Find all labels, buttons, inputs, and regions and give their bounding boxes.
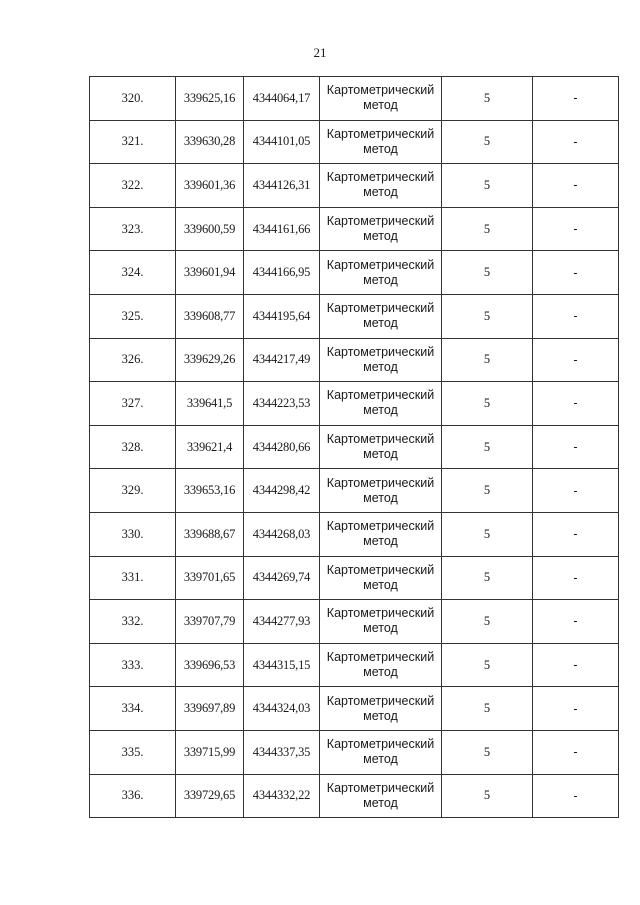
accuracy-cell: 5 [442,643,533,687]
y-coordinate-cell: 4344268,03 [244,512,320,556]
table-row [90,512,619,556]
y-coordinate-cell: 4344161,66 [244,207,320,251]
x-coordinate-cell: 339608,77 [176,294,244,338]
accuracy-cell: 5 [442,469,533,513]
y-coordinate-cell: 4344064,17 [244,77,320,121]
method-cell [320,556,442,600]
y-coordinate-cell: 4344277,93 [244,600,320,644]
y-coordinate-cell: 4344315,15 [244,643,320,687]
method-line-1: Картометрический [326,257,435,272]
method-cell [320,382,442,426]
table-row [90,687,619,731]
accuracy-cell: 5 [442,207,533,251]
y-coordinate-cell: 4344217,49 [244,338,320,382]
note-cell: - [533,207,619,251]
method-line-2: метод [363,359,398,374]
note-cell: - [533,77,619,121]
y-coordinate-cell: 4344298,42 [244,469,320,513]
accuracy-cell: 5 [442,687,533,731]
method-line-2: метод [363,185,398,200]
method-line-2: метод [363,534,398,549]
table-row [90,338,619,382]
x-coordinate-cell: 339630,28 [176,120,244,164]
method-line-1: Картометрический [326,432,435,447]
method-line-1: Картометрический [326,475,435,490]
note-cell: - [533,600,619,644]
method-line-2: метод [363,795,398,810]
method-line-1: Картометрический [326,737,435,752]
point-number-cell: 329. [90,469,176,513]
point-number-cell: 322. [90,164,176,208]
note-cell: - [533,382,619,426]
point-number-cell: 332. [90,600,176,644]
method-cell [320,643,442,687]
accuracy-cell: 5 [442,338,533,382]
x-coordinate-cell: 339688,67 [176,512,244,556]
x-coordinate-cell: 339701,65 [176,556,244,600]
y-coordinate-cell: 4344332,22 [244,774,320,818]
method-cell [320,512,442,556]
method-line-1: Картометрический [326,780,435,795]
point-number-cell: 335. [90,730,176,774]
method-line-1: Картометрический [326,83,435,98]
y-coordinate-cell: 4344223,53 [244,382,320,426]
accuracy-cell: 5 [442,120,533,164]
note-cell: - [533,164,619,208]
method-line-1: Картометрический [326,562,435,577]
point-number-cell: 336. [90,774,176,818]
point-number-cell: 334. [90,687,176,731]
accuracy-cell: 5 [442,730,533,774]
method-cell [320,77,442,121]
accuracy-cell: 5 [442,164,533,208]
x-coordinate-cell: 339707,79 [176,600,244,644]
method-line-1: Картометрический [326,693,435,708]
method-cell [320,774,442,818]
table-row [90,294,619,338]
table-row [90,600,619,644]
method-cell [320,164,442,208]
method-cell [320,338,442,382]
y-coordinate-cell: 4344101,05 [244,120,320,164]
method-cell [320,730,442,774]
point-number-cell: 326. [90,338,176,382]
point-number-cell: 328. [90,425,176,469]
table-row [90,643,619,687]
note-cell: - [533,774,619,818]
x-coordinate-cell: 339600,59 [176,207,244,251]
method-line-2: метод [363,98,398,113]
page-number: 21 [313,45,327,60]
method-cell [320,207,442,251]
accuracy-cell: 5 [442,77,533,121]
x-coordinate-cell: 339601,36 [176,164,244,208]
point-number-cell: 333. [90,643,176,687]
method-line-2: метод [363,665,398,680]
method-cell [320,120,442,164]
point-number-cell: 323. [90,207,176,251]
method-line-1: Картометрический [326,170,435,185]
y-coordinate-cell: 4344126,31 [244,164,320,208]
table-row [90,556,619,600]
note-cell: - [533,469,619,513]
method-line-1: Картометрический [326,650,435,665]
method-line-2: метод [363,621,398,636]
table-row [90,77,619,121]
y-coordinate-cell: 4344324,03 [244,687,320,731]
table-row [90,207,619,251]
y-coordinate-cell: 4344280,66 [244,425,320,469]
method-line-2: метод [363,752,398,767]
accuracy-cell: 5 [442,512,533,556]
note-cell: - [533,251,619,295]
method-cell [320,469,442,513]
note-cell: - [533,556,619,600]
x-coordinate-cell: 339729,65 [176,774,244,818]
point-number-cell: 320. [90,77,176,121]
method-line-2: метод [363,316,398,331]
accuracy-cell: 5 [442,556,533,600]
method-line-1: Картометрический [326,388,435,403]
x-coordinate-cell: 339696,53 [176,643,244,687]
method-line-2: метод [363,403,398,418]
method-line-2: метод [363,708,398,723]
table-row [90,469,619,513]
method-line-1: Картометрический [326,519,435,534]
point-number-cell: 331. [90,556,176,600]
note-cell: - [533,730,619,774]
method-line-2: метод [363,141,398,156]
table-row [90,730,619,774]
method-line-2: метод [363,272,398,287]
x-coordinate-cell: 339601,94 [176,251,244,295]
note-cell: - [533,294,619,338]
coordinates-table [89,76,619,818]
method-line-2: метод [363,577,398,592]
method-line-2: метод [363,447,398,462]
method-cell [320,687,442,731]
accuracy-cell: 5 [442,600,533,644]
table-row [90,774,619,818]
table-row [90,251,619,295]
method-line-1: Картометрический [326,606,435,621]
x-coordinate-cell: 339715,99 [176,730,244,774]
method-line-1: Картометрический [326,301,435,316]
y-coordinate-cell: 4344195,64 [244,294,320,338]
method-line-1: Картометрический [326,344,435,359]
x-coordinate-cell: 339621,4 [176,425,244,469]
x-coordinate-cell: 339653,16 [176,469,244,513]
note-cell: - [533,425,619,469]
x-coordinate-cell: 339641,5 [176,382,244,426]
accuracy-cell: 5 [442,251,533,295]
method-line-1: Картометрический [326,126,435,141]
note-cell: - [533,643,619,687]
point-number-cell: 325. [90,294,176,338]
point-number-cell: 327. [90,382,176,426]
accuracy-cell: 5 [442,294,533,338]
method-cell [320,294,442,338]
note-cell: - [533,338,619,382]
note-cell: - [533,120,619,164]
table-row [90,164,619,208]
table-body [90,77,619,818]
accuracy-cell: 5 [442,382,533,426]
point-number-cell: 330. [90,512,176,556]
table-row [90,382,619,426]
accuracy-cell: 5 [442,425,533,469]
y-coordinate-cell: 4344269,74 [244,556,320,600]
method-cell [320,425,442,469]
point-number-cell: 324. [90,251,176,295]
accuracy-cell: 5 [442,774,533,818]
table-row [90,120,619,164]
point-number-cell: 321. [90,120,176,164]
note-cell: - [533,512,619,556]
method-cell [320,600,442,644]
y-coordinate-cell: 4344337,35 [244,730,320,774]
x-coordinate-cell: 339625,16 [176,77,244,121]
method-line-1: Картометрический [326,214,435,229]
method-line-2: метод [363,229,398,244]
y-coordinate-cell: 4344166,95 [244,251,320,295]
note-cell: - [533,687,619,731]
x-coordinate-cell: 339697,89 [176,687,244,731]
method-cell [320,251,442,295]
method-line-2: метод [363,490,398,505]
x-coordinate-cell: 339629,26 [176,338,244,382]
table-row [90,425,619,469]
